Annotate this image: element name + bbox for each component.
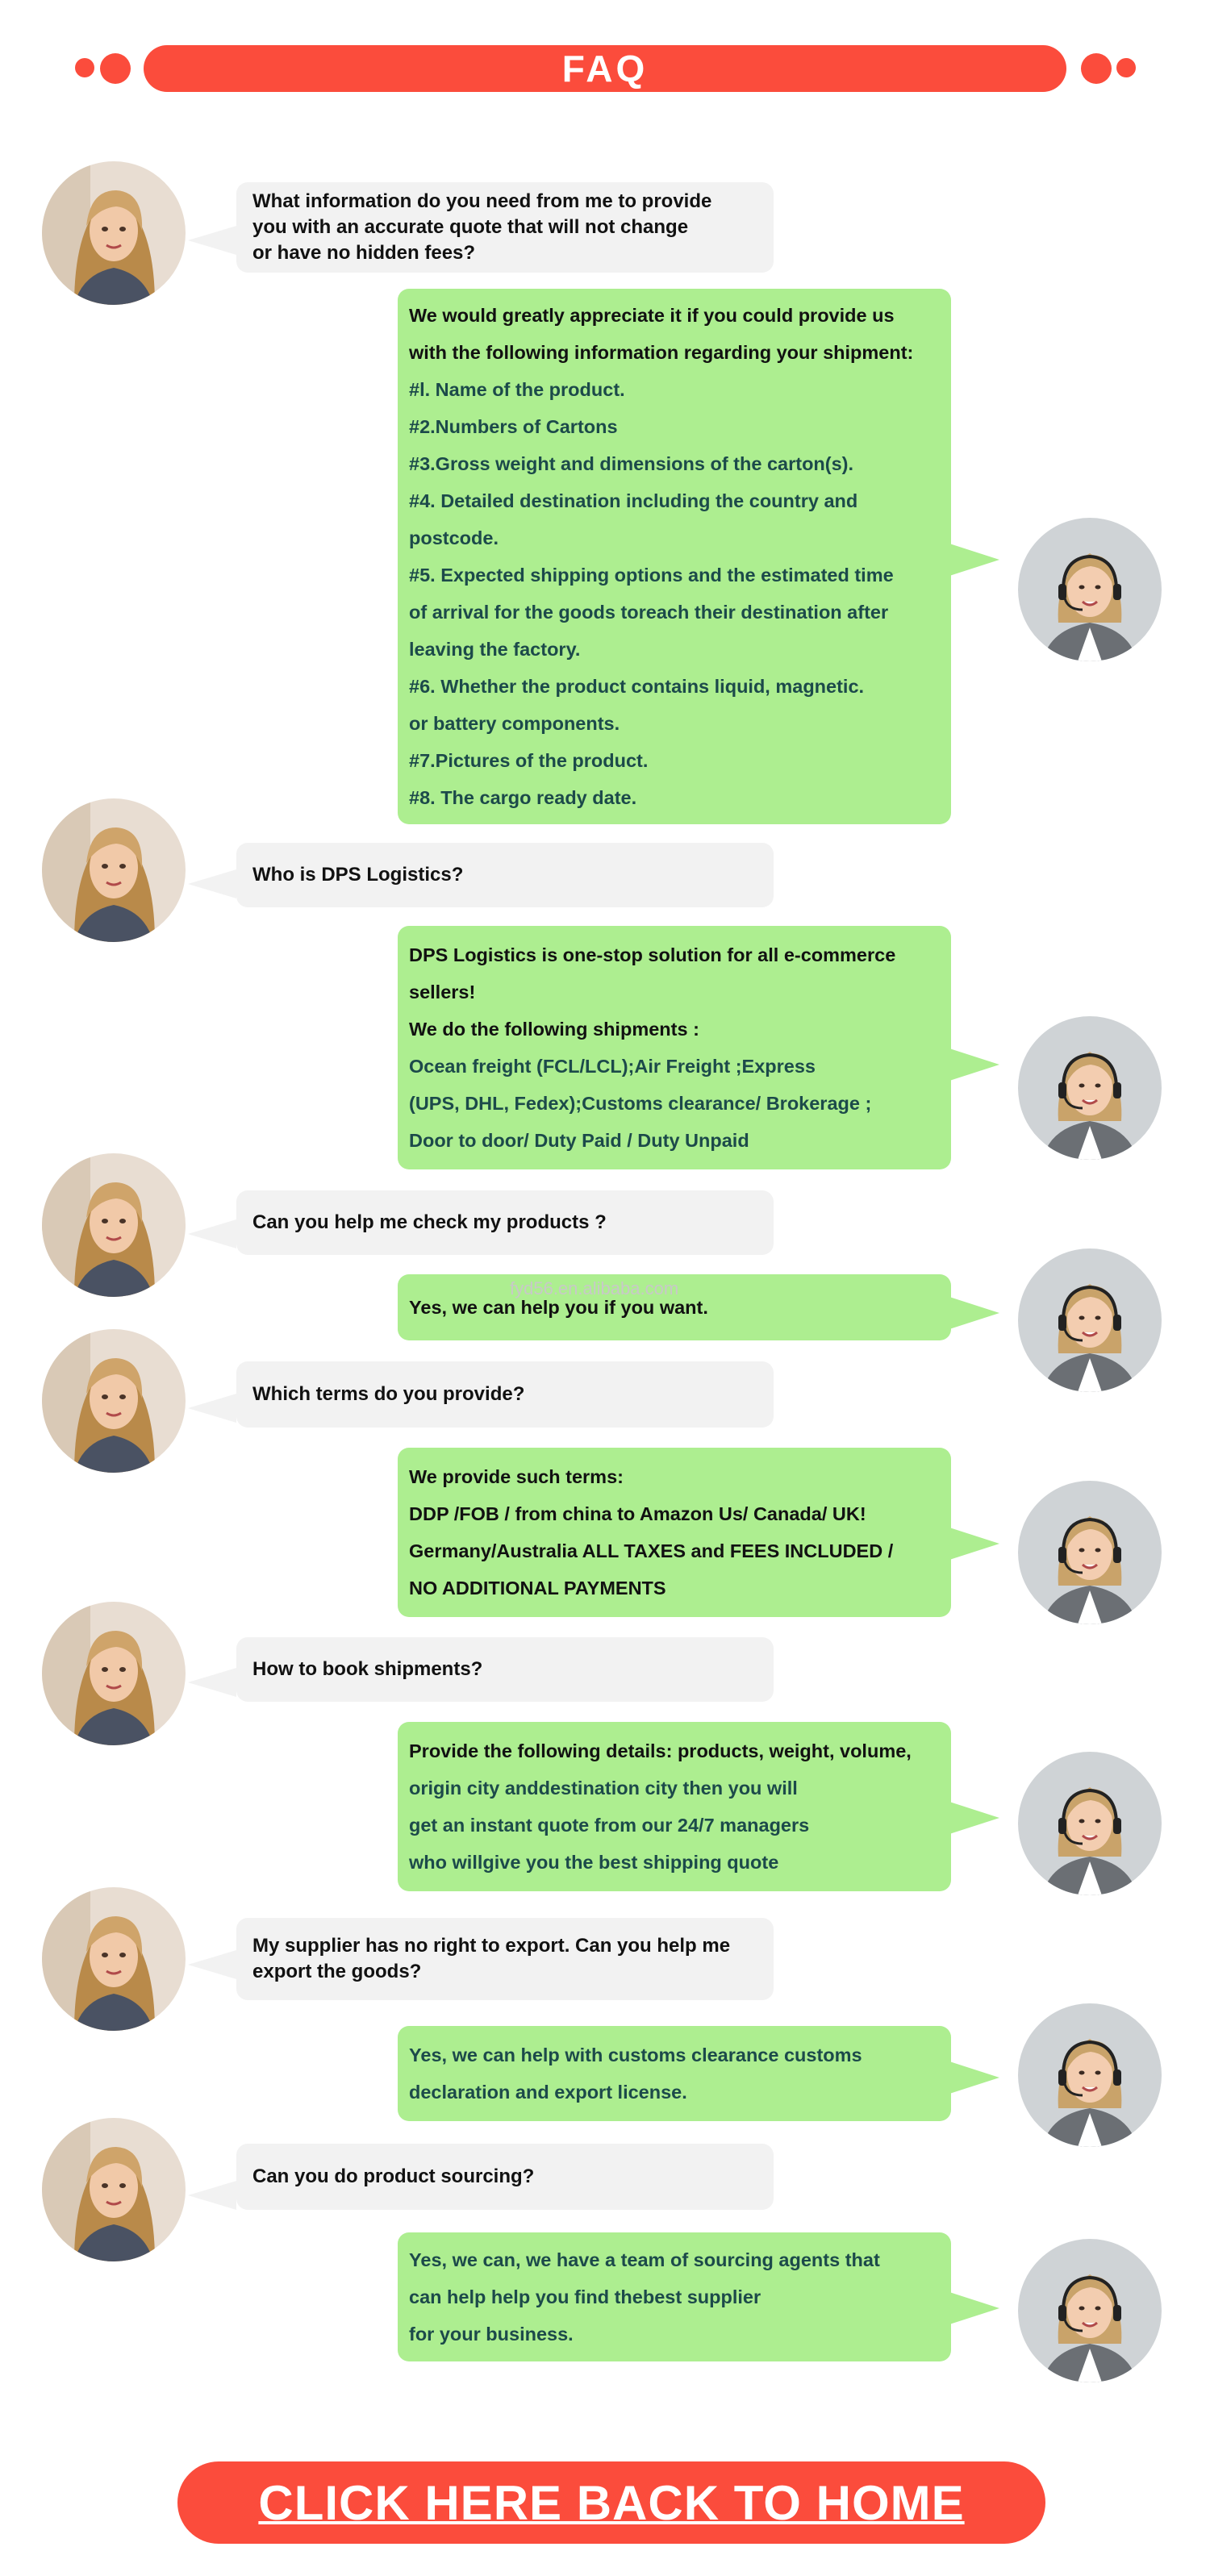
answer-tail <box>949 544 999 576</box>
answer-line: origin city anddestination city then you will <box>409 1778 798 1799</box>
decor-dot <box>100 53 131 84</box>
answer-line: We would greatly appreciate it if you could provide us <box>409 305 895 326</box>
answer-line: Ocean freight (FCL/LCL);Air Freight ;Express <box>409 1056 816 1077</box>
answer-line: or battery components. <box>409 713 620 734</box>
answer-line: #3.Gross weight and dimensions of the carton(s). <box>409 453 854 474</box>
answer-tail <box>949 2292 999 2324</box>
decor-dot <box>75 58 94 77</box>
answer-line: DPS Logistics is one-stop solution for all e-commerce <box>409 944 896 965</box>
answer-bubble <box>398 2232 951 2361</box>
question-line: My supplier has no right to export. Can you help me <box>252 1935 731 1957</box>
back-to-home-button[interactable] <box>177 2461 1045 2544</box>
question-tail <box>188 2181 236 2210</box>
decor-dot <box>1116 58 1136 77</box>
back-to-home-label: CLICK HERE BACK TO HOME <box>258 2475 965 2530</box>
answer-bubble <box>398 2026 951 2121</box>
answer-line: Door to door/ Duty Paid / Duty Unpaid <box>409 1130 749 1151</box>
question-line: What information do you need from me to provide <box>252 190 712 212</box>
answer-line: Yes, we can, we have a team of sourcing agents that <box>409 2249 880 2270</box>
customer-avatar <box>42 161 186 305</box>
question-bubble <box>236 1361 774 1428</box>
answer-tail <box>949 2061 999 2094</box>
question-line: Can you help me check my products ? <box>252 1211 607 1233</box>
question-bubble <box>236 1190 774 1255</box>
agent-avatar <box>1018 2003 1162 2147</box>
agent-headset-portrait-icon <box>1018 1481 1162 1624</box>
question-tail <box>188 1950 236 1979</box>
question-tail <box>188 869 236 898</box>
question-tail <box>188 1668 236 1697</box>
answer-line: Yes, we can help you if you want. <box>409 1297 708 1318</box>
answer-line: get an instant quote from our 24/7 managers <box>409 1815 810 1836</box>
answer-bubble <box>398 1722 951 1891</box>
answer-line: can help help you find thebest supplier <box>409 2286 761 2307</box>
watermark: fyd56.en.alibaba.com <box>510 1278 679 1298</box>
question-line: Who is DPS Logistics? <box>252 864 464 886</box>
customer-avatar <box>42 1602 186 1745</box>
answer-line: NO ADDITIONAL PAYMENTS <box>409 1578 666 1599</box>
answer-tail <box>949 1528 999 1560</box>
answer-line: sellers! <box>409 982 476 1002</box>
question-line: you with an accurate quote that will not change <box>252 216 689 238</box>
answer-line: (UPS, DHL, Fedex);Customs clearance/ Brokerage ; <box>409 1093 872 1114</box>
woman-portrait-icon <box>42 2118 186 2261</box>
answer-line: #5. Expected shipping options and the estimated time <box>409 565 894 586</box>
answer-line: postcode. <box>409 527 499 548</box>
agent-headset-portrait-icon <box>1018 1248 1162 1392</box>
woman-portrait-icon <box>42 161 186 305</box>
question-line: export the goods? <box>252 1961 422 1982</box>
answer-tail <box>949 1048 999 1081</box>
decor-dot <box>1081 53 1112 84</box>
question-tail <box>188 1394 236 1423</box>
answer-line: leaving the factory. <box>409 639 581 660</box>
answer-line: #2.Numbers of Cartons <box>409 416 618 437</box>
answer-line: declaration and export license. <box>409 2082 687 2103</box>
woman-portrait-icon <box>42 1153 186 1297</box>
agent-avatar <box>1018 1248 1162 1392</box>
agent-avatar <box>1018 1752 1162 1895</box>
question-bubble <box>236 1918 774 2000</box>
answer-line: with the following information regarding your shipment: <box>409 342 914 363</box>
woman-portrait-icon <box>42 798 186 942</box>
agent-headset-portrait-icon <box>1018 2003 1162 2147</box>
woman-portrait-icon <box>42 1329 186 1473</box>
agent-avatar <box>1018 1016 1162 1160</box>
woman-portrait-icon <box>42 1887 186 2031</box>
answer-line: who willgive you the best shipping quote <box>409 1852 779 1873</box>
customer-avatar <box>42 798 186 942</box>
customer-avatar <box>42 1887 186 2031</box>
question-bubble <box>236 182 774 273</box>
question-line: Can you do product sourcing? <box>252 2165 535 2187</box>
answer-line: Germany/Australia ALL TAXES and FEES INCLUDED / <box>409 1540 894 1561</box>
question-bubble <box>236 1637 774 1702</box>
agent-avatar <box>1018 518 1162 661</box>
question-tail <box>188 1219 236 1248</box>
answer-tail <box>949 1802 999 1834</box>
answer-line: #6. Whether the product contains liquid, magnetic. <box>409 676 865 697</box>
woman-portrait-icon <box>42 1602 186 1745</box>
answer-bubble <box>398 926 951 1169</box>
customer-avatar <box>42 1329 186 1473</box>
question-line: or have no hidden fees? <box>252 242 476 264</box>
agent-avatar <box>1018 1481 1162 1624</box>
answer-line: We provide such terms: <box>409 1466 624 1487</box>
answer-line: #8. The cargo ready date. <box>409 787 637 808</box>
agent-headset-portrait-icon <box>1018 2239 1162 2382</box>
answer-bubble <box>398 1448 951 1617</box>
answer-line: of arrival for the goods toreach their destination after <box>409 602 889 623</box>
answer-line: We do the following shipments : <box>409 1019 699 1040</box>
question-line: How to book shipments? <box>252 1658 483 1680</box>
answer-line: Yes, we can help with customs clearance customs <box>409 2045 862 2065</box>
answer-line: for your business. <box>409 2324 574 2345</box>
agent-headset-portrait-icon <box>1018 1752 1162 1895</box>
answer-line: #l. Name of the product. <box>409 379 625 400</box>
answer-line: DDP /FOB / from china to Amazon Us/ Canada/ UK! <box>409 1503 866 1524</box>
agent-avatar <box>1018 2239 1162 2382</box>
question-bubble <box>236 843 774 907</box>
agent-headset-portrait-icon <box>1018 518 1162 661</box>
question-tail <box>188 226 236 255</box>
answer-line: Provide the following details: products, weight, volume, <box>409 1740 912 1761</box>
question-bubble <box>236 2144 774 2210</box>
customer-avatar <box>42 1153 186 1297</box>
agent-headset-portrait-icon <box>1018 1016 1162 1160</box>
answer-line: #4. Detailed destination including the country and <box>409 490 858 511</box>
faq-header <box>144 45 1066 92</box>
answer-tail <box>949 1297 999 1329</box>
answer-line: #7.Pictures of the product. <box>409 750 649 771</box>
page-title: FAQ <box>561 48 649 90</box>
question-line: Which terms do you provide? <box>252 1383 525 1405</box>
customer-avatar <box>42 2118 186 2261</box>
answer-bubble <box>398 289 951 824</box>
